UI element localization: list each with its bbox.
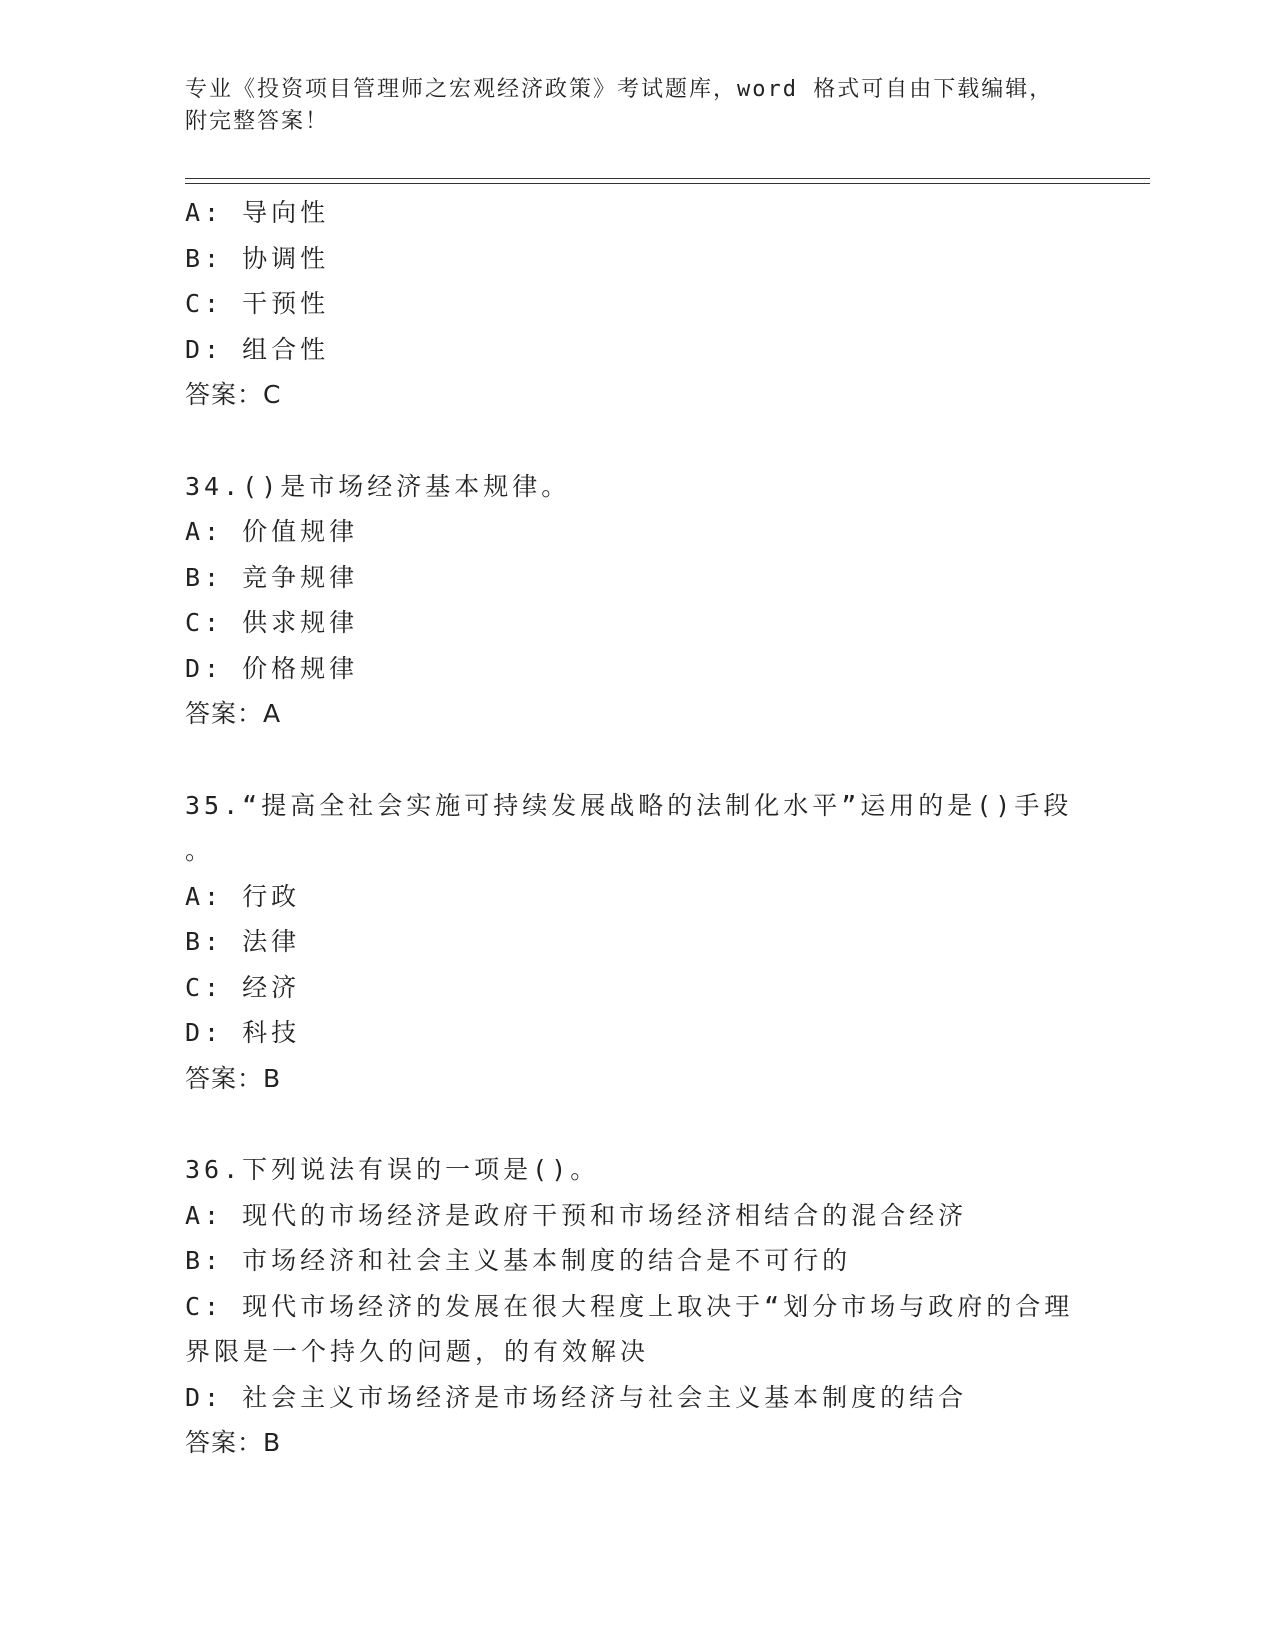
option-c-continuation: 界限是一个持久的问题，的有效解决: [185, 1337, 650, 1366]
answer-line: 答案：B: [185, 1063, 282, 1093]
option-d: D: 价格规律: [185, 653, 359, 683]
option-d: D: 社会主义市场经济是市场经济与社会主义基本制度的结合: [185, 1382, 968, 1412]
option-b: B: 协调性: [185, 243, 330, 273]
option-b: B: 法律: [185, 927, 301, 956]
option-d: D: 组合性: [185, 334, 330, 364]
option-a: A: 价值规律: [185, 517, 359, 546]
answer-line: 答案：A: [185, 699, 282, 728]
option-c: C: 供求规律: [185, 608, 359, 637]
option-b: B: 市场经济和社会主义基本制度的结合是不可行的: [185, 1246, 852, 1275]
option-b: B: 竞争规律: [185, 562, 359, 592]
header-line-2: 附完整答案！: [185, 109, 330, 134]
header-divider-top: [185, 178, 1150, 179]
question-text: 34.()是市场经济基本规律。: [185, 471, 571, 501]
question-text: 35.“提高全社会实施可持续发展战略的法制化水平”运用的是()手段: [185, 790, 1073, 820]
answer-line: 答案：C: [185, 380, 282, 409]
option-a: A: 导向性: [185, 198, 330, 227]
option-a: A: 现代的市场经济是政府干预和市场经济相结合的混合经济: [185, 1200, 968, 1230]
question-block: [185, 1147, 1085, 1466]
answer-line: 答案：B: [185, 1428, 282, 1457]
question-list: [185, 190, 1085, 1512]
option-d: D: 科技: [185, 1018, 301, 1047]
option-a: A: 行政: [185, 881, 301, 911]
option-c: C: 经济: [185, 972, 301, 1002]
question-block: [185, 464, 1085, 737]
option-c: C: 干预性: [185, 289, 330, 318]
header-divider-bottom: [185, 183, 1150, 184]
question-block: [185, 190, 1085, 418]
header-line-1: 专业《投资项目管理师之宏观经济政策》考试题库，word 格式可自由下载编辑，: [185, 77, 1054, 102]
option-c: C: 现代市场经济的发展在很大程度上取决于“划分市场与政府的合理: [185, 1291, 1074, 1321]
question-text-continuation: 。: [185, 836, 215, 865]
document-header: [185, 74, 1085, 138]
question-text: 36.下列说法有误的一项是()。: [185, 1155, 600, 1184]
question-block: [185, 783, 1085, 1102]
